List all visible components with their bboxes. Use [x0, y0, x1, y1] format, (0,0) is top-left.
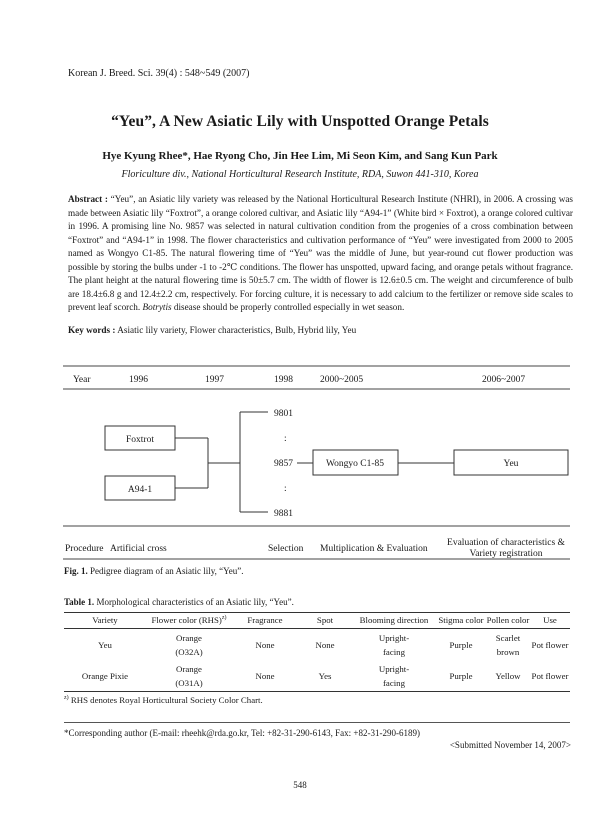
morphology-table [64, 612, 570, 692]
abstract-label: Abstract : [68, 194, 108, 204]
col-use: Use [530, 613, 570, 629]
col-pollen-color: Pollen color [486, 613, 530, 629]
abstract-text-1: “Yeu”, an Asiatic lily variety was released by the National Horticultural Research Institute (NHRI), in 2006. A crossing was made between Asiatic lily “Foxtrot”, a orange colored cultivar, and Asiatic lily “A94-1” (White bird × Foxtrot), a orange colored cultivar in 1996. A promising line No. 9857 was selected in natural cultivation condition from the progenies of a cross combination between “Foxtrot” and “A94-1” in 1998. The flower characteristics and cultivation performance of “Yeu” were investigated from 2000 to 2005 named as Wongyo C1-85. The natural flowering time of “Yeu” was the middle of June, but year-round cut flower production was possible by storing the bulbs under -1 to -2℃ conditions. The flower has unspotted, upward facing, and orange petals without fragrance. The plant height at the natural flowering time is 50±5.7 cm. The width of flower is 12.6±0.5 cm. The weight and circumference of bulb are 18.4±6.8 g and 12.4±2.2 cm, respectively. For forcing culture, it is necessary to add calcium to the fertilizer or remove side scales to prevent leaf scorch. [68, 194, 573, 312]
cell-stigma: Purple [449, 640, 473, 650]
procedure-evaluation-2: Variety registration [469, 549, 543, 559]
abstract-italic-term: Botrytis [142, 302, 172, 312]
cell-fragrance: None [232, 660, 298, 692]
result-yeu: Yeu [503, 459, 519, 469]
line-9801: 9801 [274, 409, 293, 419]
corresponding-author: *Corresponding author (E-mail: rheehk@rda.go.kr, Tel: +82-31-290-6143, Fax: +82-31-290-6189) [64, 728, 420, 738]
parent-foxtrot: Foxtrot [126, 435, 154, 445]
abstract [68, 193, 573, 315]
year-1997: 1997 [205, 375, 224, 385]
keywords-label: Key words : [68, 325, 116, 335]
col-fragrance: Fragrance [232, 613, 298, 629]
col-variety: Variety [64, 613, 146, 629]
footnote-marker: z) [64, 695, 69, 702]
cell-spot: Yes [298, 660, 352, 692]
cell-blooming: Upright- facing [352, 660, 436, 692]
cell-variety: Yeu [98, 640, 112, 650]
procedure-multiplication: Multiplication & Evaluation [320, 544, 428, 554]
affiliation: Floriculture div., National Horticultural Research Institute, RDA, Suwon 441-310, Korea [121, 169, 479, 180]
table-caption-label: Table 1. [64, 597, 95, 607]
journal-citation: Korean J. Breed. Sci. 39(4) : 548~549 (2007) [68, 68, 250, 79]
procedure-selection: Selection [268, 544, 304, 554]
cell-spot: None [315, 640, 335, 650]
cell-flower-color: Orange (O32A) [175, 633, 203, 657]
col-spot: Spot [298, 613, 352, 629]
cell-pollen: Scarlet brown [495, 633, 521, 657]
col-stigma-color: Stigma color [436, 613, 486, 629]
abstract-text-2: disease should be properly controlled especially in wet season. [171, 302, 405, 312]
table-caption [64, 597, 294, 607]
page-number: 548 [293, 780, 307, 790]
col-flower-color: Flower color (RHS)$^{z)}$ [146, 613, 232, 629]
pedigree-diagram [63, 352, 573, 562]
procedure-cross: Artificial cross [110, 544, 167, 554]
table-header-row [64, 613, 570, 629]
corresponding-divider [64, 722, 570, 723]
line-9881: 9881 [274, 509, 293, 519]
line-dots-2: : [284, 484, 287, 494]
line-dots-1: : [284, 434, 287, 444]
keywords [68, 325, 573, 335]
table-footnote [64, 695, 263, 705]
line-9857: 9857 [274, 459, 293, 469]
table-row [64, 660, 570, 692]
procedure-label: Procedure [65, 544, 104, 554]
year-label: Year [73, 375, 91, 385]
cell-variety: Orange Pixie [64, 660, 146, 692]
cell-use: Pot flower [530, 660, 570, 692]
author-list: Hye Kyung Rhee*, Hae Ryong Cho, Jin Hee Lim, Mi Seon Kim, and Sang Kun Park [102, 150, 498, 162]
keywords-text: Asiatic lily variety, Flower characteristics, Bulb, Hybrid lily, Yeu [115, 325, 357, 335]
year-1996: 1996 [129, 375, 148, 385]
year-2000-2005: 2000~2005 [320, 375, 364, 385]
cell-flower-color: Orange (O31A) [146, 660, 232, 692]
year-1998: 1998 [274, 375, 293, 385]
figure-caption-label: Fig. 1. [64, 566, 88, 576]
figure-caption [64, 566, 243, 576]
table-row [64, 629, 570, 661]
figure-caption-text: Pedigree diagram of an Asiatic lily, “Yeu”. [87, 566, 244, 576]
footnote-text: RHS denotes Royal Horticultural Society Color Chart. [68, 695, 263, 705]
cell-stigma: Purple [436, 660, 486, 692]
cell-fragrance: None [255, 640, 275, 650]
procedure-evaluation-1: Evaluation of characteristics & [447, 538, 565, 548]
submitted-date: <Submitted November 14, 2007> [449, 740, 571, 750]
paper-title: “Yeu”, A New Asiatic Lily with Unspotted Orange Petals [111, 113, 489, 130]
year-2006-2007: 2006~2007 [482, 375, 526, 385]
cell-pollen: Yellow [486, 660, 530, 692]
parent-a94-1: A94-1 [127, 485, 153, 495]
table-caption-text: Morphological characteristics of an Asiatic lily, “Yeu”. [94, 597, 294, 607]
cell-use: Pot flower [531, 640, 569, 650]
cell-blooming: Upright- facing [378, 633, 410, 657]
col-blooming-direction: Blooming direction [352, 613, 436, 629]
selection-wongyo: Wongyo C1-85 [325, 459, 385, 469]
